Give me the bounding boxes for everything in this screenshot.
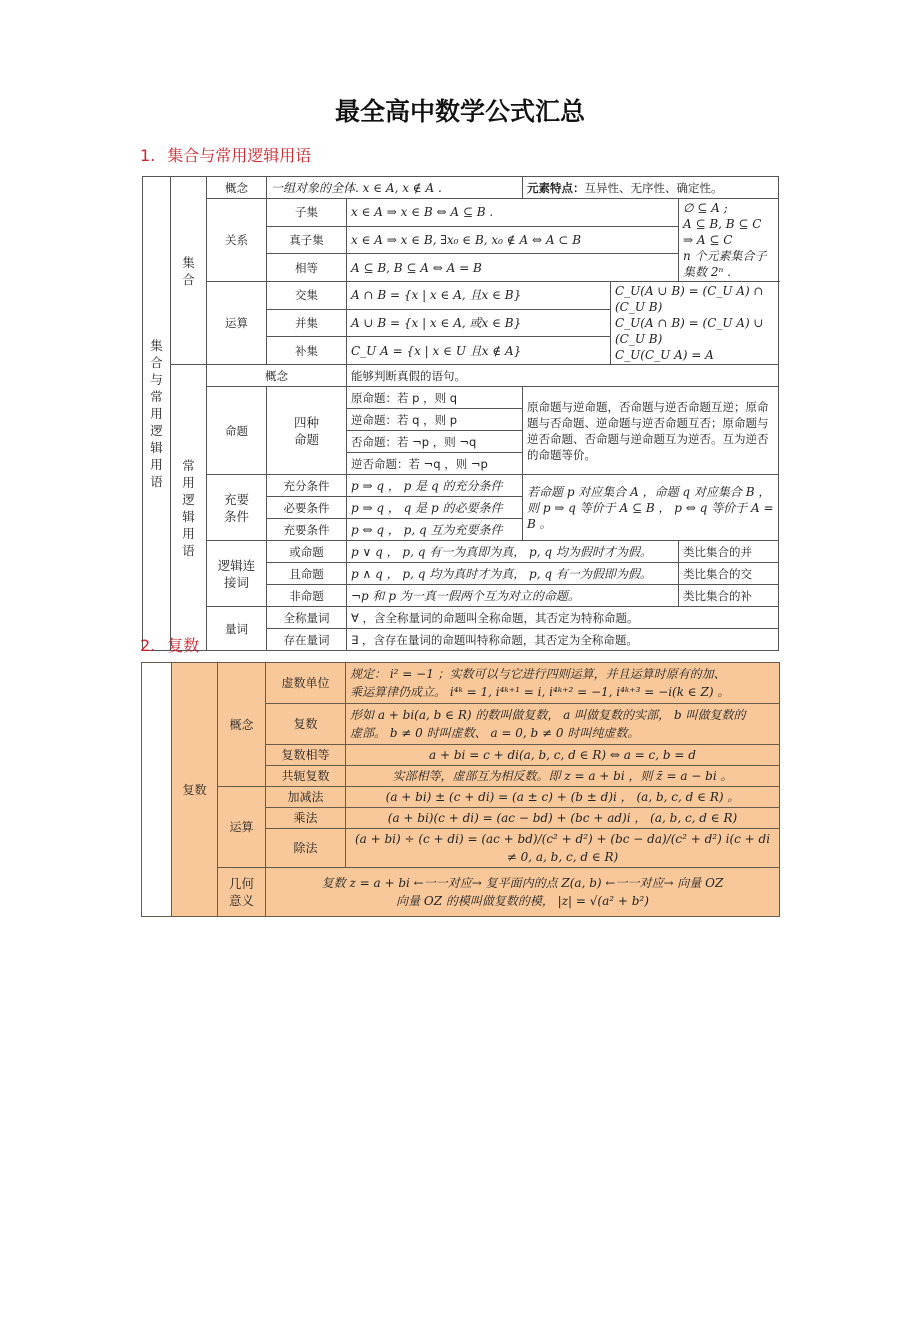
- operation-formula: A ∪ B = {x | x ∈ A, 或x ∈ B}: [347, 309, 611, 337]
- section-number: 2.: [140, 636, 156, 655]
- operation-name: 补集: [267, 337, 347, 365]
- quantifier-label: 量词: [207, 607, 267, 651]
- relation-formula: x ∈ A ⇒ x ∈ B, ∃x₀ ∈ B, x₀ ∉ A ⇔ A ⊂ B: [347, 226, 679, 254]
- proposition-concept-label: 概念: [207, 365, 347, 387]
- group-logic-cell: 常用逻辑用语: [171, 365, 207, 651]
- section-number: 1.: [140, 146, 156, 165]
- operation-formula: A ∩ B = {x | x ∈ A, 且x ∈ B}: [347, 282, 611, 310]
- connective-text: ¬p 和 p 为一真一假两个互为对立的命题。: [347, 585, 679, 607]
- equal-name: 复数相等: [266, 745, 346, 766]
- connective-label: 逻辑连接词: [207, 541, 267, 607]
- relation-name: 相等: [267, 254, 347, 282]
- condition-note: 若命题 p 对应集合 A ，命题 q 对应集合 B ，则 p ⇒ q 等价于 A ⊆ B ， p ⇔ q 等价于 A = B 。: [523, 475, 779, 541]
- condition-name: 充要条件: [267, 519, 347, 541]
- condition-text: p ⇒ q ， q 是 p 的必要条件: [347, 497, 523, 519]
- complex-number-table: [141, 662, 780, 917]
- mul-text: (a + bi)(c + di) = (ac − bd) + (bc + ad)i ， (a, b, c, d ∈ R): [346, 808, 780, 829]
- section-heading-complex: [140, 633, 199, 656]
- addsub-text: (a + bi) ± (c + di) = (a ± c) + (b ± d)i ， (a, b, c, d ∈ R) 。: [346, 787, 780, 808]
- section-title: 集合与常用逻辑用语: [167, 146, 312, 165]
- equal-text: a + bi = c + di(a, b, c, d ∈ R) ⇔ a = c, b = d: [346, 745, 780, 766]
- geometry-text: 复数 z = a + bi ←一一对应→ 复平面内的点 Z(a, b) ←一一对应→ 向量 OZ 向量 OZ 的模叫做复数的模， |z| = √(a² + b²): [266, 868, 780, 917]
- conjugate-name: 共轭复数: [266, 766, 346, 787]
- quantifier-text: ∀ ，含全称量词的命题叫全称命题，其否定为特称命题。: [347, 607, 779, 629]
- operation-label: 运算: [207, 282, 267, 365]
- imag-unit-text: 规定： i² = −1 ；实数可以与它进行四则运算，并且运算时原有的加、 乘运算律仍成立。 i⁴ᵏ = 1, i⁴ᵏ⁺¹ = i, i⁴ᵏ⁺² = −1, i⁴ᵏ⁺³ = −i(k ∈ Z) 。: [346, 663, 780, 704]
- addsub-name: 加减法: [266, 787, 346, 808]
- relation-formula: x ∈ A ⇒ x ∈ B ⇔ A ⊆ B .: [347, 199, 679, 227]
- concept-label: 概念: [207, 177, 267, 199]
- connective-name: 或命题: [267, 541, 347, 563]
- four-kinds-label: 四种命题: [267, 387, 347, 475]
- condition-text: p ⇒ q ， p 是 q 的充分条件: [347, 475, 523, 497]
- connective-name: 且命题: [267, 563, 347, 585]
- condition-name: 必要条件: [267, 497, 347, 519]
- operation-formula: C_U A = {x | x ∈ U 且x ∉ A}: [347, 337, 611, 365]
- imag-unit-name: 虚数单位: [266, 663, 346, 704]
- conjugate-text: 实部相等，虚部互为相反数。即 z = a + bi ，则 z̄ = a − bi 。: [346, 766, 780, 787]
- complex-name: 复数: [266, 704, 346, 745]
- proposition-concept-text: 能够判断真假的语句。: [347, 365, 779, 387]
- blank-margin-cell: [142, 663, 172, 917]
- quantifier-text: ∃ ，含存在量词的命题叫特称命题，其否定为全称命题。: [347, 629, 779, 651]
- section-title: 复数: [167, 636, 200, 655]
- section-heading-sets: [140, 143, 311, 166]
- relation-name: 子集: [267, 199, 347, 227]
- proposition-note: 原命题与逆命题，否命题与逆否命题互逆；原命题与否命题、逆命题与逆否命题互否；原命题与逆否命题、否命题与逆命题互为逆否。互为逆否的命题等价。: [523, 387, 779, 475]
- mul-name: 乘法: [266, 808, 346, 829]
- connective-text: p ∧ q ， p, q 均为真时才为真， p, q 有一为假即为假。: [347, 563, 679, 585]
- connective-name: 非命题: [267, 585, 347, 607]
- concept-text: 一组对象的全体. x ∈ A, x ∉ A .: [267, 177, 523, 199]
- relation-label: 关系: [207, 199, 267, 282]
- proposition-row: 原命题：若 p ，则 q: [347, 387, 523, 409]
- connective-note: 类比集合的交: [679, 563, 779, 585]
- complex-outer-label: 复数: [172, 663, 218, 917]
- operation-name: 交集: [267, 282, 347, 310]
- operation-name: 并集: [267, 309, 347, 337]
- proposition-row: 否命题：若 ¬p ，则 ¬q: [347, 431, 523, 453]
- condition-name: 充分条件: [267, 475, 347, 497]
- relation-name: 真子集: [267, 226, 347, 254]
- relation-notes: ∅ ⊆ A ; A ⊆ B, B ⊆ C ⇒ A ⊆ C n 个元素集合子集数 2ⁿ .: [679, 199, 779, 282]
- condition-label: 充要条件: [207, 475, 267, 541]
- relation-formula: A ⊆ B, B ⊆ A ⇔ A = B: [347, 254, 679, 282]
- proposition-label: 命题: [207, 387, 267, 475]
- operation-label: 运算: [218, 787, 266, 868]
- sets-logic-table: [142, 176, 779, 651]
- page-title: 最全高中数学公式汇总: [334, 97, 585, 126]
- quantifier-name: 存在量词: [267, 629, 347, 651]
- connective-text: p ∨ q ， p, q 有一为真即为真， p, q 均为假时才为假。: [347, 541, 679, 563]
- group-set-cell: 集合: [171, 177, 207, 365]
- operation-laws: C_U(A ∪ B) = (C_U A) ∩ (C_U B) C_U(A ∩ B) = (C_U A) ∪ (C_U B) C_U(C_U A) = A: [611, 282, 779, 365]
- complex-text: 形如 a + bi(a, b ∈ R) 的数叫做复数， a 叫做复数的实部， b 叫做复数的 虚部。 b ≠ 0 时叫虚数、 a = 0, b ≠ 0 时叫纯虚数。: [346, 704, 780, 745]
- geometry-label: 几何意义: [218, 868, 266, 917]
- proposition-row: 逆命题：若 q ，则 p: [347, 409, 523, 431]
- div-text: (a + bi) ÷ (c + di) = (ac + bd)/(c² + d²) + (bc − da)/(c² + d²) i(c + di ≠ 0, a, b, c, d ∈ R): [346, 829, 780, 868]
- proposition-row: 逆否命题：若 ¬q ，则 ¬p: [347, 453, 523, 475]
- concept-label: 概念: [218, 663, 266, 787]
- outer-label-cell: 集合与常用逻辑用语: [143, 177, 171, 651]
- quantifier-name: 全称量词: [267, 607, 347, 629]
- element-features: 元素特点：互异性、无序性、确定性。: [523, 177, 779, 199]
- connective-note: 类比集合的并: [679, 541, 779, 563]
- div-name: 除法: [266, 829, 346, 868]
- condition-text: p ⇔ q ， p, q 互为充要条件: [347, 519, 523, 541]
- connective-note: 类比集合的补: [679, 585, 779, 607]
